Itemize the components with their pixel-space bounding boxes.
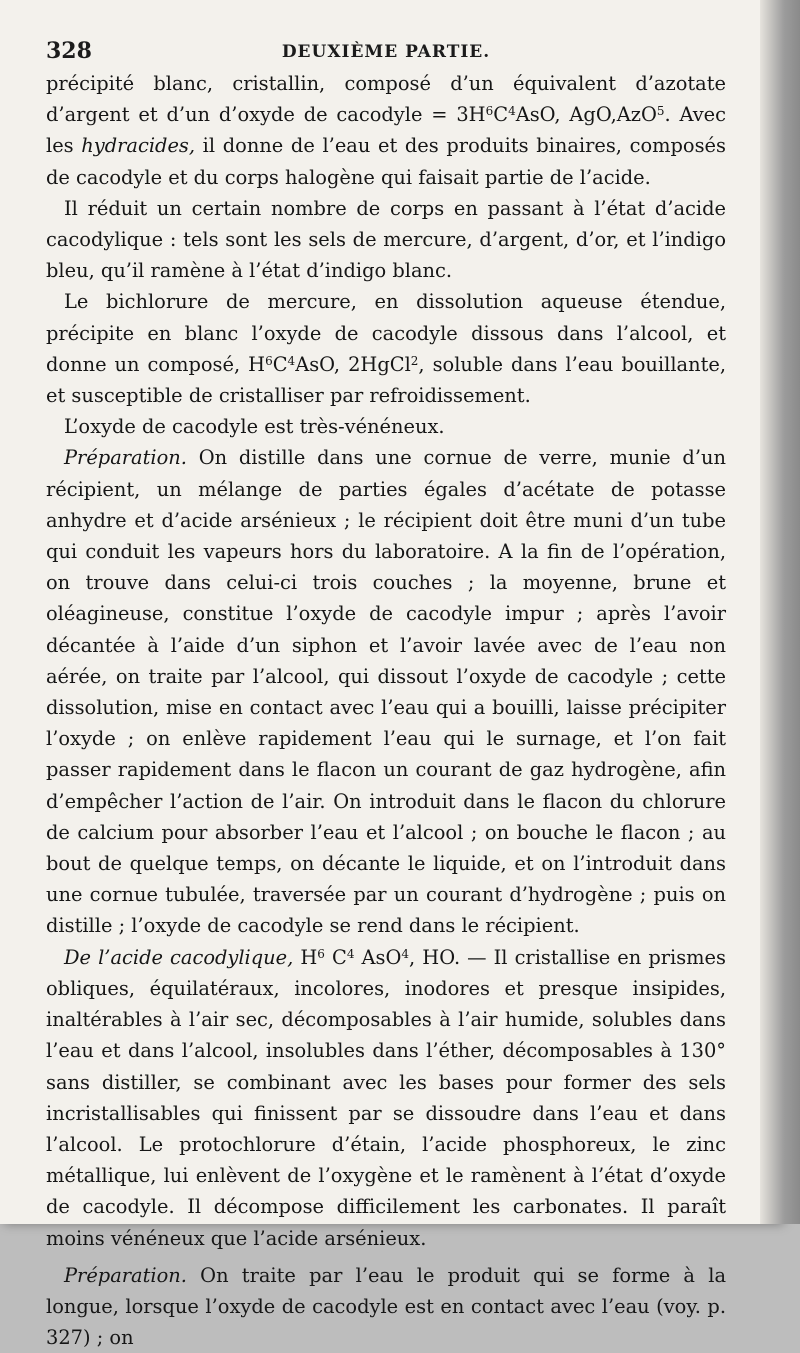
superscript: 4 [508, 104, 516, 119]
running-head: DEUXIÈME PARTIE. [281, 42, 491, 62]
paragraph [46, 193, 726, 287]
text-run: AsO, 2HgCl [295, 352, 411, 376]
paragraph [46, 411, 726, 442]
text-run: On distille dans une cornue de verre, munie d’un récipient, un mélange de parties égales d’acétate de potasse anhydre et d’acide arsénieux ; le récipient doit être muni d’un tube qui conduit les vapeurs hors du laboratoire. A la fin de l’opération, on trouve dans celui-ci trois couches ; la moyenne, brune et oléagineuse, constitue l’oxyde de cacodyle impur ; après l’avoir décantée à l’aide d’un siphon et l’avoir lavée avec de l’eau non aérée, on traite par l’alcool, qui dissout l’oxyde de cacodyle ; cette dissolution, mise en contact avec l’eau qui a bouilli, laisse précipiter l’oxyde ; on enlève rapidement l’eau qui le surnage, et l’on fait passer rapidement dans le flacon un courant de gaz hydrogène, afin d’empêcher l’action de l’air. On introduit dans le flacon du chlorure de calcium pour absorber l’eau et l’alcool ; on bouche le flacon ; au bout de quelque temps, on décante le liquide, et on l’introduit dans une cornue tubulée, traversée par un courant d’hydrogène ; puis on distille ; l’oxyde de cacodyle se rend dans le récipient. [46, 446, 726, 938]
superscript: 6 [317, 946, 325, 961]
text-run: H [293, 945, 318, 969]
body-text [46, 68, 726, 1353]
italic-run: hydracides, [81, 134, 196, 158]
text-run: AsO [354, 945, 402, 969]
text-run: AsO, AgO,AzO [515, 103, 657, 127]
text-run: C [272, 352, 288, 376]
italic-run: De l’acide cacodylique, [64, 945, 294, 969]
text-run: Il réduit un certain nombre de corps en passant à l’état d’acide cacodylique : tels sont les sels de mercure, d’argent, d’or, et l’indigo bleu, qu’il ramène à l’état d’indigo blanc. [46, 196, 726, 283]
italic-run: Préparation. [64, 1263, 187, 1287]
superscript: 6 [265, 353, 273, 368]
text-run: précipité blanc, cristallin, composé d’un équivalent d’azotate d’argent et d’un d’oxyde de cacodyle = 3H [46, 72, 726, 127]
superscript: 2 [410, 353, 419, 368]
text-run: L’oxyde de cacodyle est très-vénéneux. [64, 415, 445, 439]
page-number: 328 [46, 38, 92, 64]
text-run: il donne de l’eau et des produits binaires, composés de cacodyle et du corps halogène qui faisait partie de l’acide. [46, 134, 726, 189]
page-edge [760, 0, 800, 1224]
superscript: 6 [485, 104, 494, 119]
text-run: C [493, 103, 509, 127]
text-run: C [324, 945, 347, 969]
paragraph [46, 1260, 726, 1353]
text-run: . Avec les [46, 103, 727, 158]
superscript: 5 [656, 104, 665, 119]
text-run: On traite par l’eau le produit qui se forme à la longue, lorsque l’oxyde de cacodyle est en contact avec l’eau (voy. p. 327) ; on [46, 1263, 726, 1350]
paragraph [46, 68, 726, 193]
paragraph [46, 286, 726, 411]
text-run: , HO. — Il cristallise en prismes obliques, équilatéraux, incolores, inodores et presque insipides, inaltérables à l’air sec, décomposables à l’air humide, solubles dans l’eau et dans l’alcool, insolubles dans l’éther, décomposables à 130° sans distiller, se combinant avec les bases pour former des sels incristallisables qui finissent par se dissoudre dans l’eau et dans l’alcool. Le protochlorure d’étain, l’acide phosphoreux, le zinc métallique, lui enlèvent de l’oxygène et le ramènent à l’état d’oxyde de cacodyle. Il décompose difficilement les carbonates. Il paraît moins vénéneux que l’acide arsénieux. [46, 945, 726, 1250]
paragraph [46, 442, 726, 941]
text-run: Le bichlorure de mercure, en dissolution aqueuse étendue, précipite en blanc l’oxyde de cacodyle dissous dans l’alcool, et donne un composé, H [46, 290, 726, 376]
superscript: 4 [287, 353, 296, 368]
italic-run: Préparation. [64, 446, 187, 470]
superscript: 4 [346, 946, 355, 961]
page-header [46, 38, 726, 68]
superscript: 4 [401, 946, 410, 961]
paragraph [46, 942, 726, 1254]
text-run: , soluble dans l’eau bouillante, et susceptible de cristalliser par refroidissement. [46, 352, 726, 408]
